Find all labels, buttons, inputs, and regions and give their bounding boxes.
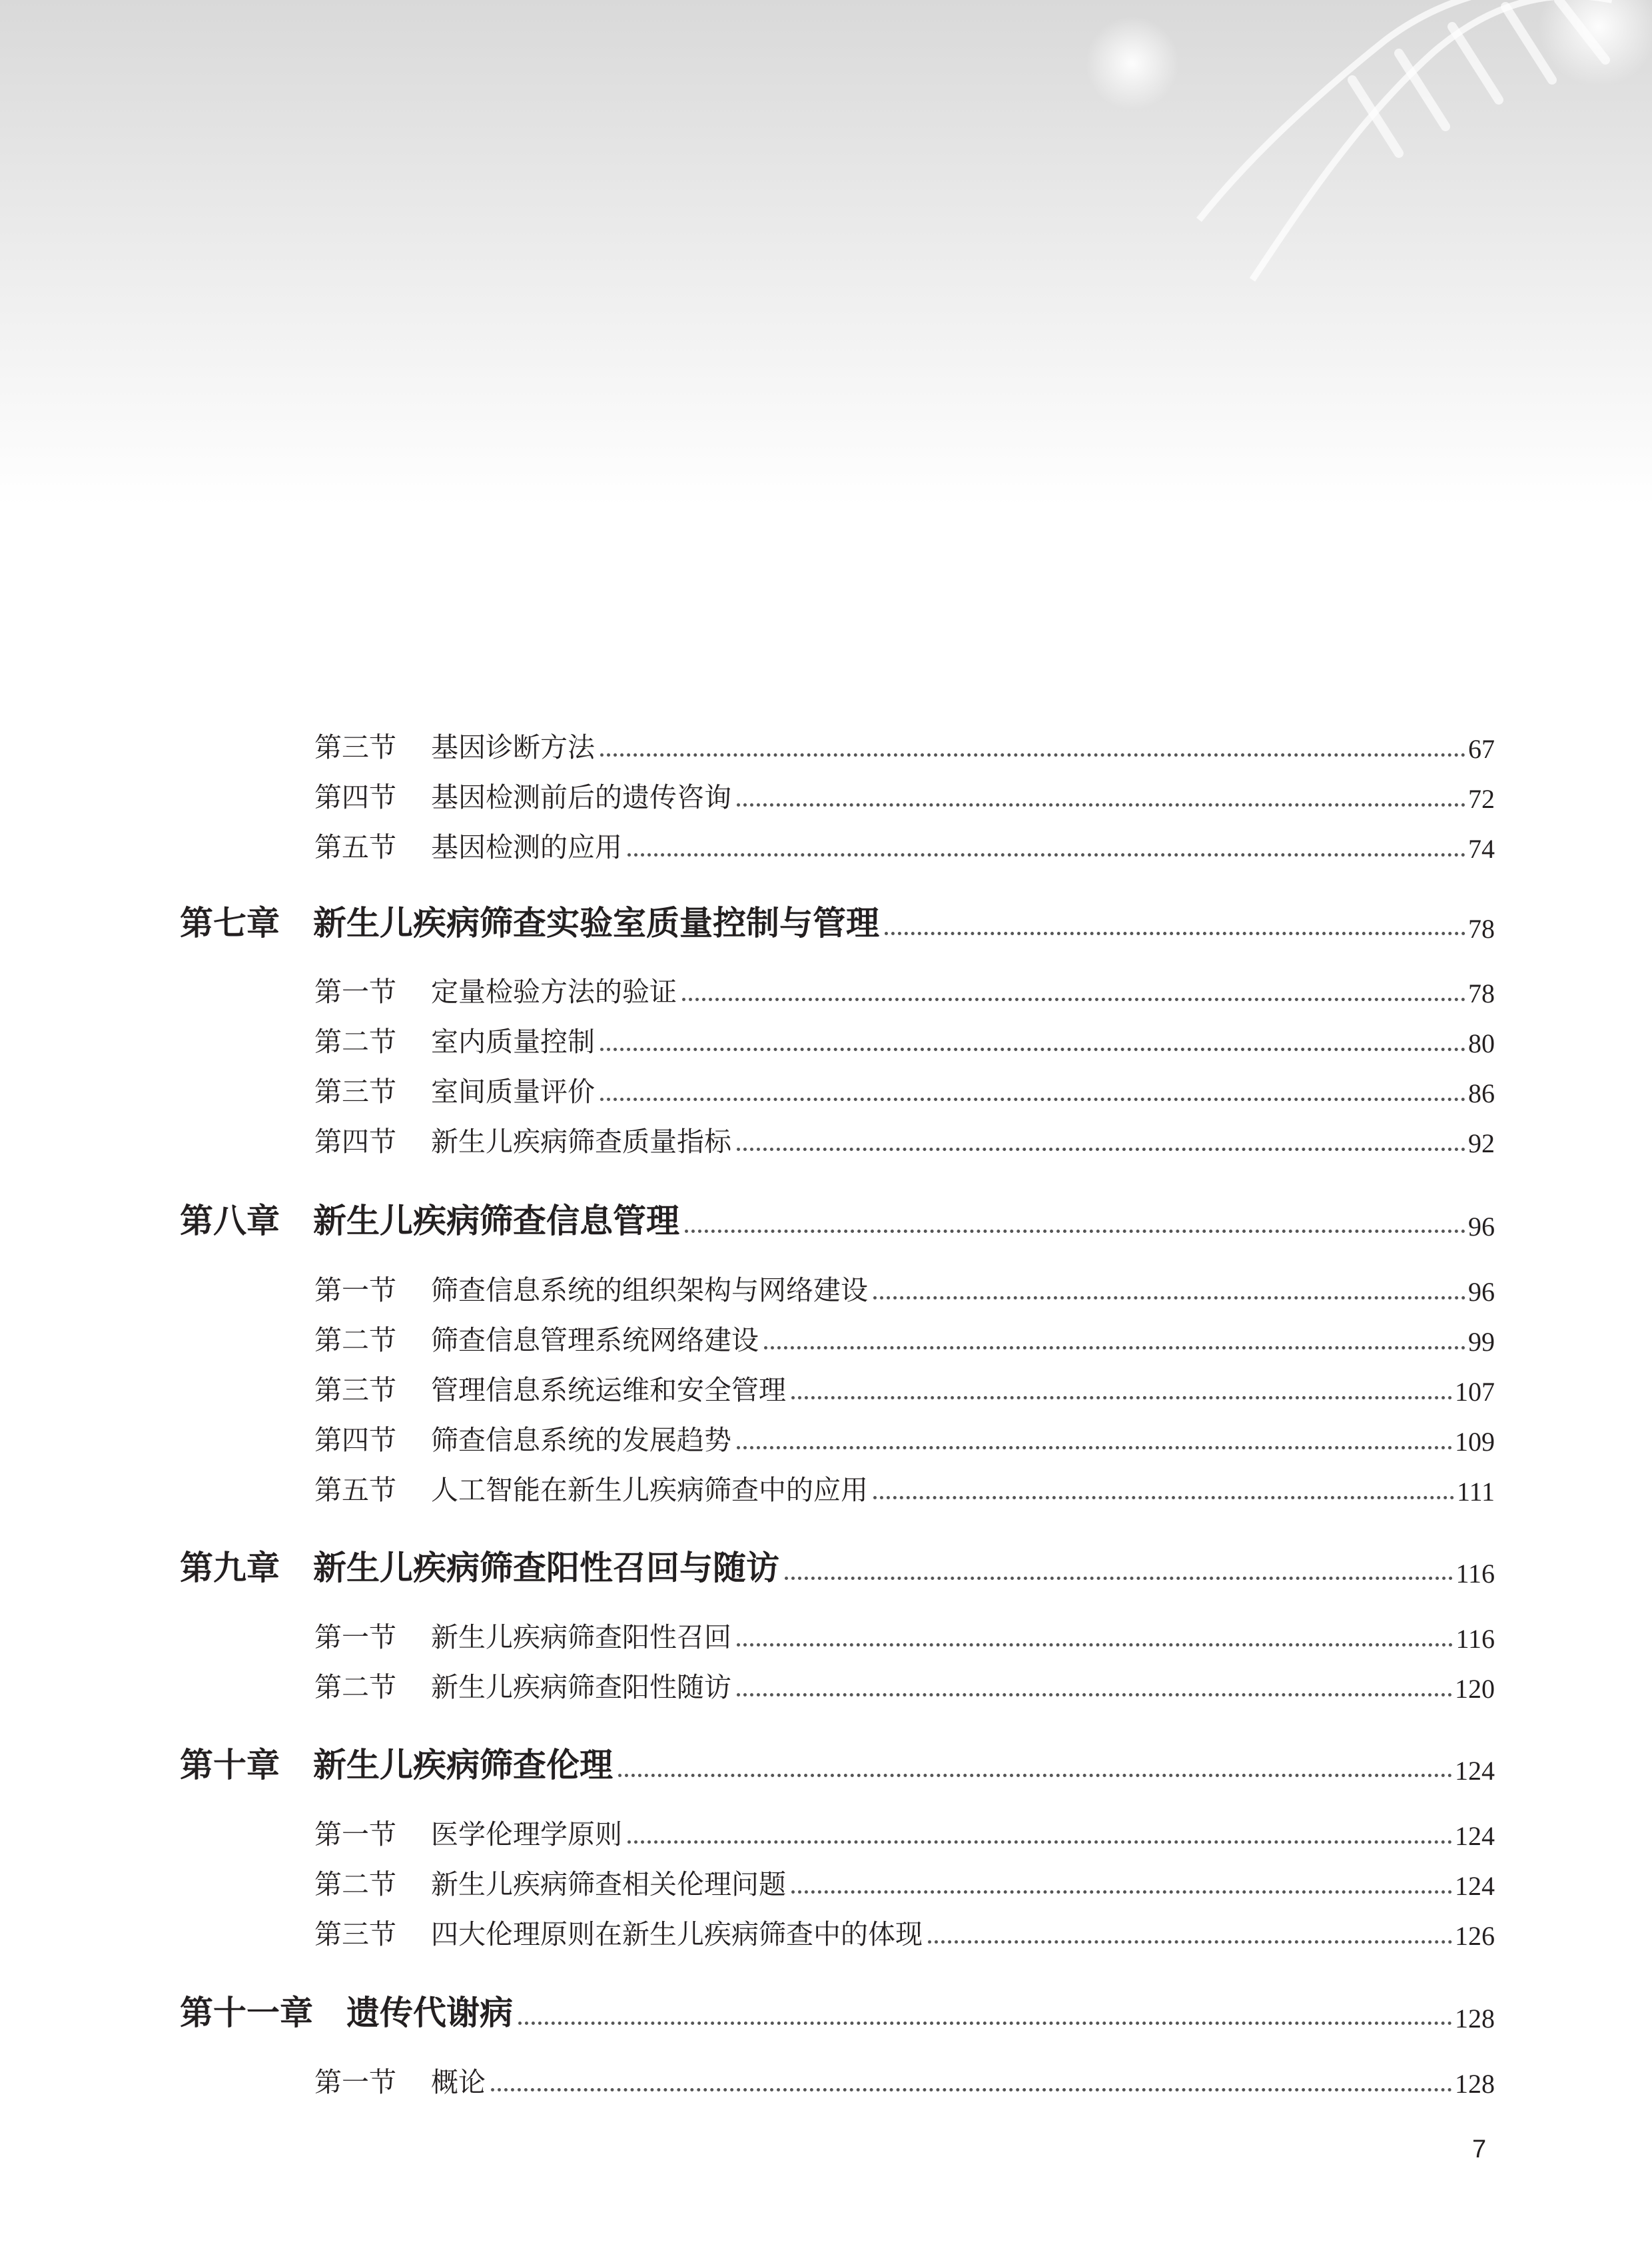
section-title: 人工智能在新生儿疾病筛查中的应用 xyxy=(431,1474,868,1506)
chapter-number: 第九章 xyxy=(180,1549,280,1587)
section-number: 第三节 xyxy=(314,1918,396,1950)
dot-leader xyxy=(764,1346,1465,1349)
page-ref: 111 xyxy=(1456,1477,1495,1507)
section-number: 第四节 xyxy=(314,1126,396,1158)
toc-section-entry[interactable] xyxy=(314,1072,1495,1109)
dot-leader xyxy=(737,1693,1452,1696)
chapter-number: 第十章 xyxy=(180,1746,280,1784)
section-number: 第二节 xyxy=(314,1671,396,1703)
page-ref: 120 xyxy=(1455,1674,1495,1704)
page-ref: 107 xyxy=(1455,1377,1495,1407)
page-ref: 128 xyxy=(1455,2004,1495,2034)
toc-section-entry[interactable] xyxy=(314,827,1495,865)
dot-leader xyxy=(600,1048,1465,1051)
toc-section-entry[interactable] xyxy=(314,1270,1495,1308)
section-title: 基因检测前后的遗传咨询 xyxy=(431,781,731,813)
section-title: 管理信息系统运维和安全管理 xyxy=(431,1374,786,1406)
page-ref: 74 xyxy=(1468,834,1495,864)
toc-section-entry[interactable] xyxy=(314,727,1495,765)
section-title: 医学伦理学原则 xyxy=(431,1818,622,1850)
page-ref: 92 xyxy=(1468,1128,1495,1158)
section-title: 新生儿疾病筛查阳性召回 xyxy=(431,1621,731,1653)
dot-leader xyxy=(737,1446,1452,1449)
page-ref: 124 xyxy=(1455,1821,1495,1851)
dot-leader xyxy=(685,1230,1465,1233)
chapter-number: 第七章 xyxy=(180,904,280,942)
page-ref: 116 xyxy=(1455,1624,1495,1654)
toc-section-entry[interactable] xyxy=(314,1122,1495,1159)
page-ref: 96 xyxy=(1468,1212,1495,1242)
section-title: 基因检测的应用 xyxy=(431,831,622,863)
dot-leader xyxy=(737,803,1465,807)
section-number: 第三节 xyxy=(314,1374,396,1406)
toc-chapter-entry[interactable] xyxy=(180,899,1495,944)
dot-leader xyxy=(491,2088,1452,2091)
page-ref: 128 xyxy=(1455,2069,1495,2099)
dot-leader xyxy=(618,1774,1452,1777)
toc-section-entry[interactable] xyxy=(314,1420,1495,1457)
chapter-title: 遗传代谢病 xyxy=(346,1994,513,2032)
page-ref: 78 xyxy=(1468,978,1495,1008)
toc-section-entry[interactable] xyxy=(314,1617,1495,1655)
section-number: 第一节 xyxy=(314,976,396,1008)
dot-leader xyxy=(885,932,1465,935)
section-title: 筛查信息系统的发展趋势 xyxy=(431,1424,731,1456)
chapter-number: 第十一章 xyxy=(180,1994,313,2032)
section-number: 第二节 xyxy=(314,1026,396,1058)
page-ref: 80 xyxy=(1468,1028,1495,1058)
chapter-number: 第八章 xyxy=(180,1202,280,1240)
page-ref: 67 xyxy=(1468,734,1495,764)
toc-chapter-entry[interactable] xyxy=(180,1197,1495,1242)
section-title: 新生儿疾病筛查质量指标 xyxy=(431,1126,731,1158)
toc-section-entry[interactable] xyxy=(314,1914,1495,1952)
section-number: 第一节 xyxy=(314,1274,396,1306)
section-number: 第五节 xyxy=(314,1474,396,1506)
dot-leader xyxy=(627,853,1465,857)
dot-leader xyxy=(682,998,1465,1001)
section-number: 第四节 xyxy=(314,781,396,813)
dot-leader xyxy=(873,1296,1465,1300)
section-number: 第二节 xyxy=(314,1868,396,1900)
page-number: 7 xyxy=(1472,2135,1487,2163)
section-title: 筛查信息管理系统网络建设 xyxy=(431,1324,759,1356)
toc-section-entry[interactable] xyxy=(314,2062,1495,2099)
page-ref: 96 xyxy=(1468,1277,1495,1307)
dot-leader xyxy=(873,1496,1454,1499)
section-title: 新生儿疾病筛查相关伦理问题 xyxy=(431,1868,786,1900)
page-ref: 99 xyxy=(1468,1327,1495,1357)
page-ref: 124 xyxy=(1455,1756,1495,1786)
toc-section-entry[interactable] xyxy=(314,1814,1495,1852)
toc-section-entry[interactable] xyxy=(314,1022,1495,1059)
section-title: 基因诊断方法 xyxy=(431,731,595,763)
dot-leader xyxy=(785,1577,1453,1580)
section-number: 第三节 xyxy=(314,731,396,763)
chapter-title: 新生儿疾病筛查伦理 xyxy=(313,1746,613,1784)
page-ref: 72 xyxy=(1468,784,1495,814)
section-number: 第二节 xyxy=(314,1324,396,1356)
dot-leader xyxy=(791,1396,1452,1399)
toc-section-entry[interactable] xyxy=(314,972,1495,1009)
dot-leader xyxy=(791,1890,1452,1894)
page-ref: 78 xyxy=(1468,914,1495,944)
section-number: 第三节 xyxy=(314,1076,396,1108)
section-number: 第一节 xyxy=(314,1818,396,1850)
chapter-title: 新生儿疾病筛查信息管理 xyxy=(313,1202,679,1240)
section-title: 室间质量评价 xyxy=(431,1076,595,1108)
dot-leader xyxy=(627,1840,1452,1844)
dot-leader xyxy=(518,2022,1452,2025)
section-number: 第一节 xyxy=(314,2066,396,2098)
section-title: 室内质量控制 xyxy=(431,1026,595,1058)
section-title: 新生儿疾病筛查阳性随访 xyxy=(431,1671,731,1703)
toc-section-entry[interactable] xyxy=(314,1864,1495,1902)
dot-leader xyxy=(737,1643,1453,1647)
chapter-title: 新生儿疾病筛查阳性召回与随访 xyxy=(313,1549,779,1587)
dot-leader xyxy=(737,1148,1465,1151)
section-title: 四大伦理原则在新生儿疾病筛查中的体现 xyxy=(431,1918,923,1950)
section-title: 概论 xyxy=(431,2066,486,2098)
dot-leader xyxy=(600,753,1465,757)
section-number: 第五节 xyxy=(314,831,396,863)
toc-chapter-entry[interactable] xyxy=(180,1741,1495,1786)
toc-section-entry[interactable] xyxy=(314,1667,1495,1704)
section-title: 定量检验方法的验证 xyxy=(431,976,677,1008)
chapter-title: 新生儿疾病筛查实验室质量控制与管理 xyxy=(313,904,879,942)
toc-chapter-entry[interactable] xyxy=(180,1989,1495,2034)
page-ref: 124 xyxy=(1455,1871,1495,1901)
section-number: 第四节 xyxy=(314,1424,396,1456)
dot-leader xyxy=(928,1940,1452,1944)
toc-section-entry[interactable] xyxy=(314,1470,1495,1507)
page-ref: 109 xyxy=(1455,1427,1495,1457)
toc-chapter-entry[interactable] xyxy=(180,1544,1495,1589)
section-number: 第一节 xyxy=(314,1621,396,1653)
page-ref: 116 xyxy=(1455,1559,1495,1589)
toc-section-entry[interactable] xyxy=(314,1370,1495,1407)
dot-leader xyxy=(600,1098,1465,1101)
page-ref: 126 xyxy=(1455,1921,1495,1951)
section-title: 筛查信息系统的组织架构与网络建设 xyxy=(431,1274,868,1306)
toc-section-entry[interactable] xyxy=(314,1320,1495,1357)
toc-section-entry[interactable] xyxy=(314,777,1495,815)
page-ref: 86 xyxy=(1468,1078,1495,1108)
